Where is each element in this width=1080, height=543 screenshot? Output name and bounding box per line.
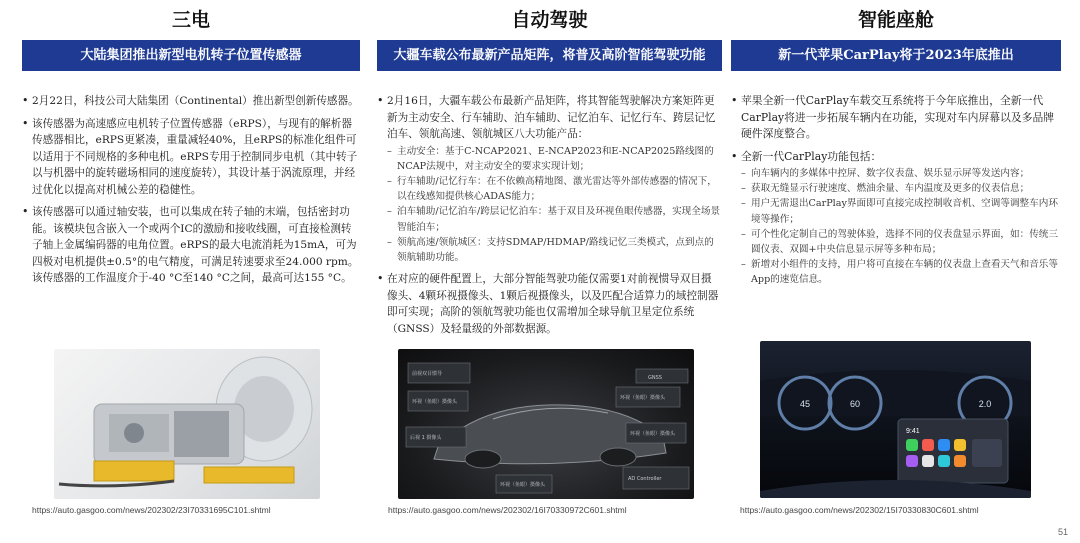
column-smart-cockpit [731,0,1061,294]
sub-bullet-item: – 主动安全：基于C-NCAP2021、E-NCAP2023和E-NCAP2025路线图的NCAP法规中，对主动安全的要求实现计划； [387,144,722,174]
bullet-list [377,93,722,337]
bullet-item: • 在对应的硬件配置上，大部分智能驾驶功能仅需要1对前视惯导双目摄像头、4颗环视摄像头、1颗后视摄像头，以及匹配合适算力的域控制器即可实现；高阶的领航驾驶功能也仅需增加全球导航卫星定位系统（GNSS）及轻量级的外部数据源。 [377,271,722,337]
column-title: 三电 [171,9,210,31]
source-link[interactable]: https://auto.gasgoo.com/news/202302/23I70331695C101.shtml [32,505,271,515]
bullet-list [22,93,360,287]
column-banner: 大疆车载公布最新产品矩阵，将普及高阶智能驾驶功能 [377,40,722,71]
sensor-label: GNSS [648,375,662,381]
gauge-value: 45 [799,399,811,409]
column-banner: 大陆集团推出新型电机转子位置传感器 [22,40,360,71]
bullet-item: • 该传感器为高速感应电机转子位置传感器（eRPS），与现有的解析器传感器相比，eRPS更紧凑，重量减轻40%，且eRPS的标准化组件可以适用于不同规格的多种电机。eRPS专用于控制同步电机（其中转子以与机器中的旋转磁场相同的速度旋转），其设计基于涡流原理，并经过优化以提高对机械公差的稳健性。 [22,116,360,199]
sensor-label: 环视（鱼眼）摄像头 [630,431,676,437]
screen-time: 9:41 [906,428,920,435]
sub-bullet-item: – 新增对小组件的支持，用户将可直接在车辆的仪表盘上查看天气和音乐等App的速览信息。 [741,257,1061,287]
sub-bullet-item: – 领航高速/领航城区：支持SDMAP/HDMAP/路线记忆三类模式，点到点的领航辅助功能。 [387,235,722,265]
sub-bullet-item: – 泊车辅助/记忆泊车/跨层记忆泊车：基于双目及环视鱼眼传感器，实现全场景智能泊车； [387,204,722,234]
source-link[interactable]: https://auto.gasgoo.com/news/202302/16I70330972C601.shtml [388,505,627,515]
dashboard-illustration [760,341,1031,498]
bullet-item: • 2月22日，科技公司大陆集团（Continental）推出新型创新传感器。 [22,93,360,110]
bullet-item [377,93,722,265]
sensor-label: 前视双目惯导 [412,371,443,377]
sub-bullet-item: – 行车辅助/记忆行车：在不依赖高精地图、激光雷达等外部传感器的情况下，以在线感知提供核心ADAS能力； [387,174,722,204]
column-title: 自动驾驶 [511,9,588,31]
sensor-label: 环视（鱼眼）摄像头 [500,482,546,488]
carplay-dashboard-image [760,341,1031,498]
sub-bullet-item: – 用户无需退出CarPlay界面即可直接完成控制收音机、空调等调整车内环境等操作； [741,196,1061,226]
bullet-intro: 2月16日，大疆车载公布最新产品矩阵，将其智能驾驶解决方案矩阵更新为主动安全、行车辅助、泊车辅助、记忆泊车、记忆行车、跨层记忆泊车、领航高速、领航城区八大功能产品： [387,95,716,140]
column-autonomous-driving [377,0,722,343]
sensor-label: 环视（鱼眼）摄像头 [620,395,666,401]
sensor-layout-image [398,349,694,499]
bullet-list [731,93,1061,288]
column-title: 智能座舱 [857,9,934,31]
bullet-item: • 该传感器可以通过轴安装，也可以集成在转子轴的末端，包括密封功能。该模块包含嵌入一个或两个IC的激励和接收线圈，可直接检测转子轴上金属编码器的电角位置。eRPS的最大电流消耗为15mA，可为四极对电机提供±0.5°的电气精度，可满足转速要求至24.000 rpm。该传感器的工作温度介于-40 °C至140 °C之间，最高可达155 °C。 [22,204,360,287]
sensor-product-image [54,349,320,499]
sub-bullet-list [741,166,1061,288]
sensor-illustration [54,349,320,499]
gauge-value: 60 [849,399,861,409]
column-banner: 新一代苹果CarPlay将于2023年底推出 [731,40,1061,71]
sensor-label: AD Controller [628,476,662,482]
gauge-value: 2.0 [978,399,992,409]
sub-bullet-list [387,144,722,266]
column-three-electric [22,0,360,293]
car-sensor-diagram [398,349,694,499]
sensor-label: 后视 1 摄像头 [410,435,442,441]
sub-bullet-item: – 可个性化定制自己的驾驶体验，选择不同的仪表盘显示界面，如：传统三圆仪表、双圆+中央信息显示屏等多种布局； [741,227,1061,257]
sub-bullet-item: – 获取无缝显示行驶速度、燃油余量、车内温度及更多的仪表信息； [741,181,1061,196]
page-number: 51 [1057,527,1068,537]
bullet-intro: 全新一代CarPlay功能包括： [741,149,882,163]
bullet-item [731,149,1061,288]
sensor-label: 环视（鱼眼）摄像头 [412,399,458,405]
source-link[interactable]: https://auto.gasgoo.com/news/202302/15I70330830C601.shtml [740,505,979,515]
bullet-item: • 苹果全新一代CarPlay车载交互系统将于今年底推出，全新一代CarPlay将进一步拓展车辆内在功能，实现对车内屏幕以及多品牌硬件深度整合。 [731,93,1061,143]
sub-bullet-item: – 向车辆内的多媒体中控屏、数字仪表盘、娱乐显示屏等发送内容； [741,166,1061,181]
